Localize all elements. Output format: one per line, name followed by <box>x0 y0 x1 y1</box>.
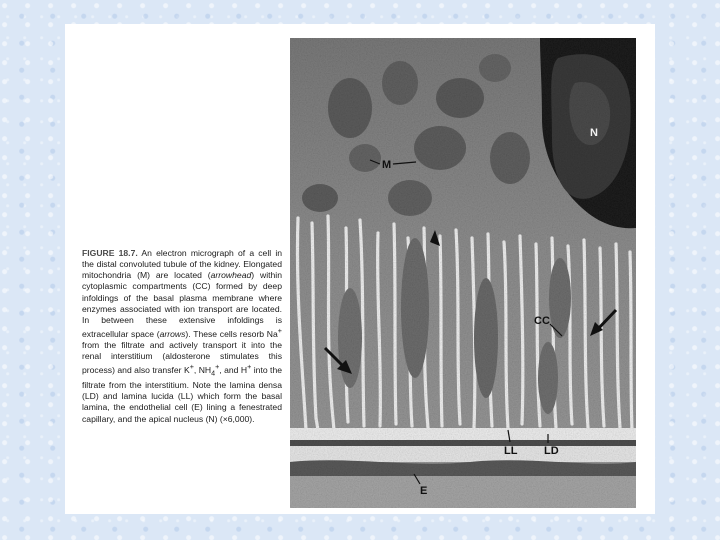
label-mitochondria: M <box>382 159 392 171</box>
micrograph-tissue <box>290 38 636 508</box>
caption-text: , NH <box>193 365 212 376</box>
caption-text: ). These cells resorb Na <box>185 328 278 339</box>
caption-superscript: + <box>215 363 220 372</box>
label-nucleus: N <box>590 127 598 139</box>
caption-italic-arrowhead: arrowhead <box>210 270 252 281</box>
caption-text: from the filtrate and actively transport it into the renal interstitium (aldosterone stimulates this process) and also transfer K <box>82 340 282 376</box>
label-lamina-lucida: LL <box>504 445 518 457</box>
label-cytoplasmic-compartments: CC <box>534 315 550 327</box>
figure-caption <box>82 248 282 425</box>
caption-text: , and H <box>219 365 248 376</box>
caption-superscript: + <box>247 363 252 372</box>
label-lamina-densa: LD <box>544 445 559 457</box>
caption-subscript: 4 <box>211 370 216 378</box>
caption-superscript: + <box>189 363 194 372</box>
caption-superscript: + <box>277 327 282 336</box>
electron-micrograph <box>290 38 636 508</box>
caption-text: ) within cytoplasmic compartments (CC) formed by deep infoldings of the basal plasma membrane where enzymes associated with ion transport are located. In between these extensive infoldings is extracellular space ( <box>82 270 282 339</box>
figure-label: FIGURE 18.7. <box>82 248 138 258</box>
caption-italic-arrows: arrows <box>159 328 186 339</box>
label-endothelial-cell: E <box>420 485 428 497</box>
caption-text: An electron micrograph of a cell in the distal convoluted tubule of the kidney. Elongated mitochondria (M) are located ( <box>82 248 283 281</box>
caption-text: into the filtrate from the interstitium. Note the lamina densa (LD) and lamina lucida (LL) which form the basal lamina, the endothelial cell (E) lining a fenestrated capillary, and the apical nucleus (N) (×6,000). <box>82 365 282 424</box>
